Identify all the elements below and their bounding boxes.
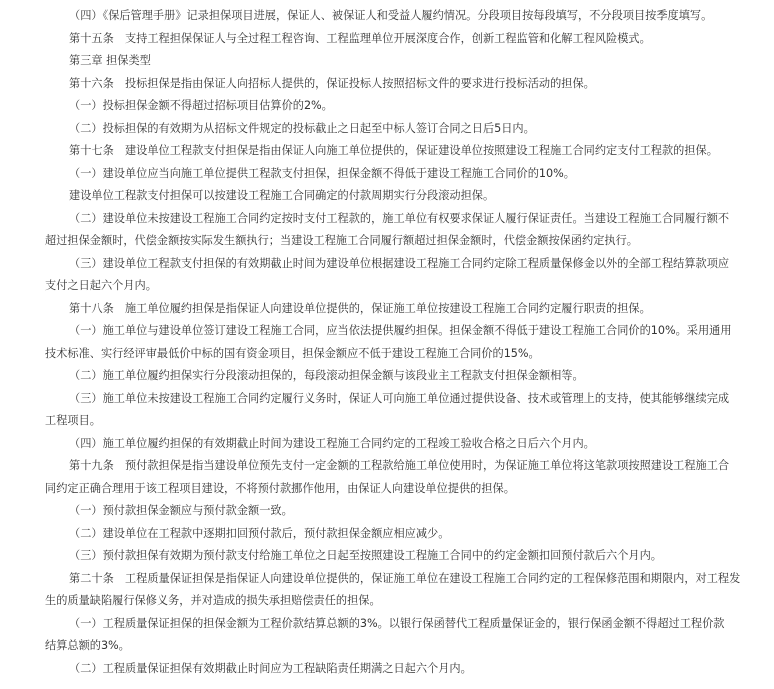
text-line: （二）施工单位履约担保实行分段滚动担保的，每段滚动担保金额与该段业主工程款支付担保金额相等。 bbox=[69, 369, 584, 382]
text-line: （一）工程质量保证担保的担保金额为工程价款结算总额的3%。以银行保函替代工程质量保证金的，银行保函金额不得超过工程价款 bbox=[69, 616, 725, 630]
text-line-continuation: 工程项目。 bbox=[45, 414, 101, 427]
text-line: （二）建设单位在工程款中逐期扣回预付款后，预付款担保金额应相应减少。 bbox=[69, 526, 450, 540]
text-line-continuation: 技术标准、实行经评审最低价中标的国有资金项目，担保金额应不低于建设工程施工合同价的15%。 bbox=[45, 346, 540, 360]
text-line: （二）投标担保的有效期为从招标文件规定的投标截止之日起至中标人签订合同之日后5日内。 bbox=[69, 121, 535, 135]
text-line: （四）施工单位履约担保的有效期截止时间为建设工程施工合同约定的工程竣工验收合格之日后六个月内。 bbox=[69, 436, 595, 450]
text-line: （四）《保后管理手册》记录担保项目进展，保证人、被保证人和受益人履约情况。分段项目按每段填写，不分段项目按季度填写。 bbox=[69, 9, 713, 22]
text-line-continuation: 超过担保金额时，代偿金额按实际发生额执行；当建设工程施工合同履行额超过担保金额时，代偿金额按保函约定执行。 bbox=[45, 234, 638, 247]
text-line: （三）施工单位未按建设工程施工合同约定履行义务时，保证人可向施工单位通过提供设备、技术或管理上的支持，使其能够继续完成 bbox=[69, 391, 730, 405]
article-15: 第十五条 支持工程担保保证人与全过程工程咨询、工程监理单位开展深度合作，创新工程监管和化解工程风险模式。 bbox=[69, 31, 651, 45]
text-line: 建设单位工程款支付担保可以按建设工程施工合同确定的付款周期实行分段滚动担保。 bbox=[69, 189, 495, 202]
text-line-continuation: 同约定正确合理用于该工程项目建设，不将预付款挪作他用，由保证人向建设单位提供的担保。 bbox=[45, 481, 515, 495]
text-line: （一）预付款担保金额应与预付款金额一致。 bbox=[69, 504, 293, 517]
text-line: （二）建设单位未按建设工程施工合同约定按时支付工程款的，施工单位有权要求保证人履行保证责任。当建设工程施工合同履行额不 bbox=[69, 211, 730, 225]
text-line: （一）建设单位应当向施工单位提供工程款支付担保，担保金额不得低于建设工程施工合同价的10%。 bbox=[69, 166, 575, 180]
chapter-heading: 第三章 担保类型 bbox=[69, 54, 151, 67]
text-line: （三）建设单位工程款支付担保的有效期截止时间为建设单位根据建设工程施工合同约定除工程质量保修金以外的全部工程结算款项应 bbox=[69, 256, 730, 270]
text-line: （三）预付款担保有效期为预付款支付给施工单位之日起至按照建设工程施工合同中的约定金额扣回预付款后六个月内。 bbox=[69, 549, 662, 562]
article-16: 第十六条 投标担保是指由保证人向招标人提供的，保证投标人按照招标文件的要求进行投标活动的担保。 bbox=[69, 76, 595, 90]
article-20: 第二十条 工程质量保证担保是指保证人向建设单位提供的，保证施工单位在建设工程施工合同约定的工程保修范围和期限内，对工程发 bbox=[69, 571, 741, 585]
article-19: 第十九条 预付款担保是指当建设单位预先支付一定金额的工程款给施工单位使用时，为保证施工单位将这笔款项按照建设工程施工合 bbox=[69, 459, 730, 472]
text-line-continuation: 支付之日起六个月内。 bbox=[45, 279, 157, 292]
text-line: （二）工程质量保证担保有效期截止时间应为工程缺陷责任期满之日起六个月内。 bbox=[69, 661, 472, 675]
text-line-continuation: 结算总额的3%。 bbox=[45, 639, 130, 652]
text-line: （一）施工单位与建设单位签订建设工程施工合同，应当依法提供履约担保。担保金额不得低于建设工程施工合同价的10%。采用通用 bbox=[69, 324, 732, 337]
text-line: （一）投标担保金额不得超过招标项目估算价的2%。 bbox=[69, 99, 333, 112]
article-18: 第十八条 施工单位履约担保是指保证人向建设单位提供的，保证施工单位按建设工程施工合同约定履行职责的担保。 bbox=[69, 301, 651, 315]
article-17: 第十七条 建设单位工程款支付担保是指由保证人向施工单位提供的，保证建设单位按照建设工程施工合同约定支付工程款的担保。 bbox=[69, 144, 718, 157]
text-line-continuation: 生的质量缺陷履行保修义务，并对造成的损失承担赔偿责任的担保。 bbox=[45, 594, 381, 607]
